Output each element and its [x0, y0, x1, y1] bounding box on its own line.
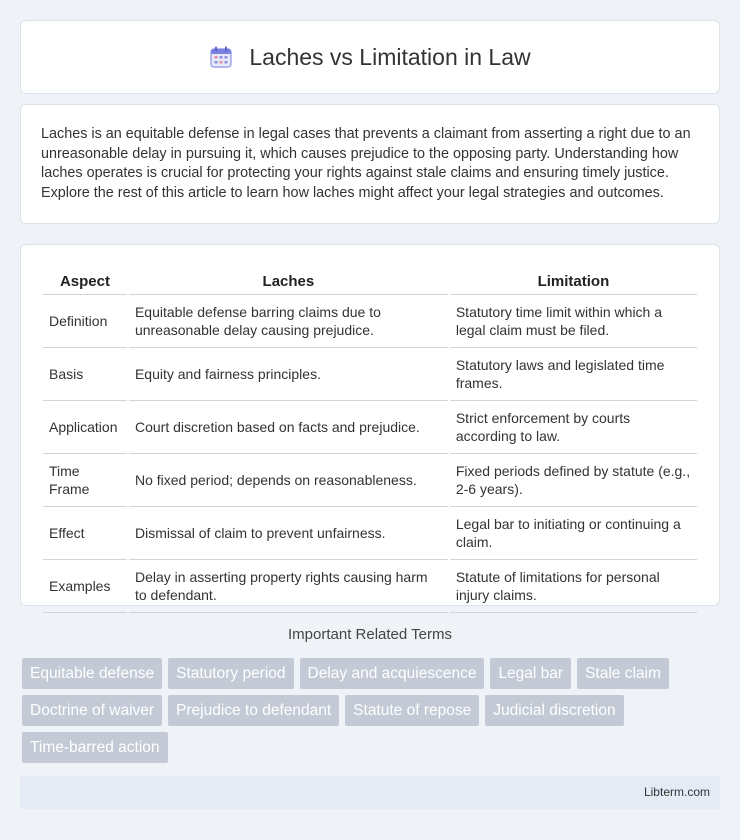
page-title: Laches vs Limitation in Law — [249, 43, 531, 70]
footer-site-link[interactable]: Libterm.com — [643, 785, 710, 799]
cell-aspect: Basis — [43, 348, 127, 401]
cell-limitation: Strict enforcement by courts according to law. — [450, 401, 697, 454]
intro-card — [20, 104, 720, 224]
cell-aspect: Time Frame — [43, 454, 127, 507]
tag-statutory-period[interactable]: Statutory period — [168, 658, 293, 689]
cell-laches: Dismissal of claim to prevent unfairness. — [129, 507, 448, 560]
cell-laches: Equity and fairness principles. — [129, 348, 448, 401]
related-terms-list — [22, 658, 722, 763]
table-row — [43, 507, 697, 560]
cell-laches: Delay in asserting property rights causing harm to defendant. — [129, 560, 448, 613]
header-aspect: Aspect — [43, 265, 127, 295]
cell-limitation: Legal bar to initiating or continuing a claim. — [450, 507, 697, 560]
tag-legal-bar[interactable]: Legal bar — [490, 658, 571, 689]
table-row — [43, 295, 697, 348]
comparison-card — [20, 244, 720, 606]
table-row — [43, 560, 697, 613]
tag-prejudice-to-defendant[interactable]: Prejudice to defendant — [168, 695, 339, 726]
cell-aspect: Definition — [43, 295, 127, 348]
tag-delay-and-acquiescence[interactable]: Delay and acquiescence — [300, 658, 485, 689]
header-laches: Laches — [129, 265, 448, 295]
table-row — [43, 401, 697, 454]
tag-doctrine-of-waiver[interactable]: Doctrine of waiver — [22, 695, 162, 726]
table-header-row — [43, 265, 697, 295]
tag-time-barred-action[interactable]: Time-barred action — [22, 732, 168, 763]
footer — [20, 776, 720, 809]
table-row — [43, 348, 697, 401]
tag-statute-of-repose[interactable]: Statute of repose — [345, 695, 479, 726]
cell-aspect: Effect — [43, 507, 127, 560]
cell-limitation: Fixed periods defined by statute (e.g., 2-6 years). — [450, 454, 697, 507]
cell-limitation: Statutory time limit within which a legal claim must be filed. — [450, 295, 697, 348]
header-card — [20, 20, 720, 94]
related-terms-title: Important Related Terms — [288, 626, 452, 643]
intro-paragraph: Laches is an equitable defense in legal cases that prevents a claimant from asserting a right due to an unreasonable delay in pursuing it, which causes prejudice to the opposing party. Understanding how laches operates is crucial for protecting your rights against stale claims and ensuring timely justice. Explore the rest of this article to learn how laches might affect your legal strategies and outcomes. — [41, 126, 691, 201]
comparison-table — [41, 265, 699, 613]
cell-laches: Court discretion based on facts and prejudice. — [129, 401, 448, 454]
calendar-icon — [209, 45, 233, 69]
title-wrap — [209, 44, 530, 71]
tag-stale-claim[interactable]: Stale claim — [577, 658, 669, 689]
cell-laches: Equitable defense barring claims due to unreasonable delay causing prejudice. — [129, 295, 448, 348]
tag-judicial-discretion[interactable]: Judicial discretion — [485, 695, 623, 726]
cell-aspect: Application — [43, 401, 127, 454]
table-row — [43, 454, 697, 507]
cell-laches: No fixed period; depends on reasonableness. — [129, 454, 448, 507]
header-limitation: Limitation — [450, 265, 697, 295]
cell-limitation: Statutory laws and legislated time frames. — [450, 348, 697, 401]
tag-equitable-defense[interactable]: Equitable defense — [22, 658, 162, 689]
cell-limitation: Statute of limitations for personal injury claims. — [450, 560, 697, 613]
cell-aspect: Examples — [43, 560, 127, 613]
